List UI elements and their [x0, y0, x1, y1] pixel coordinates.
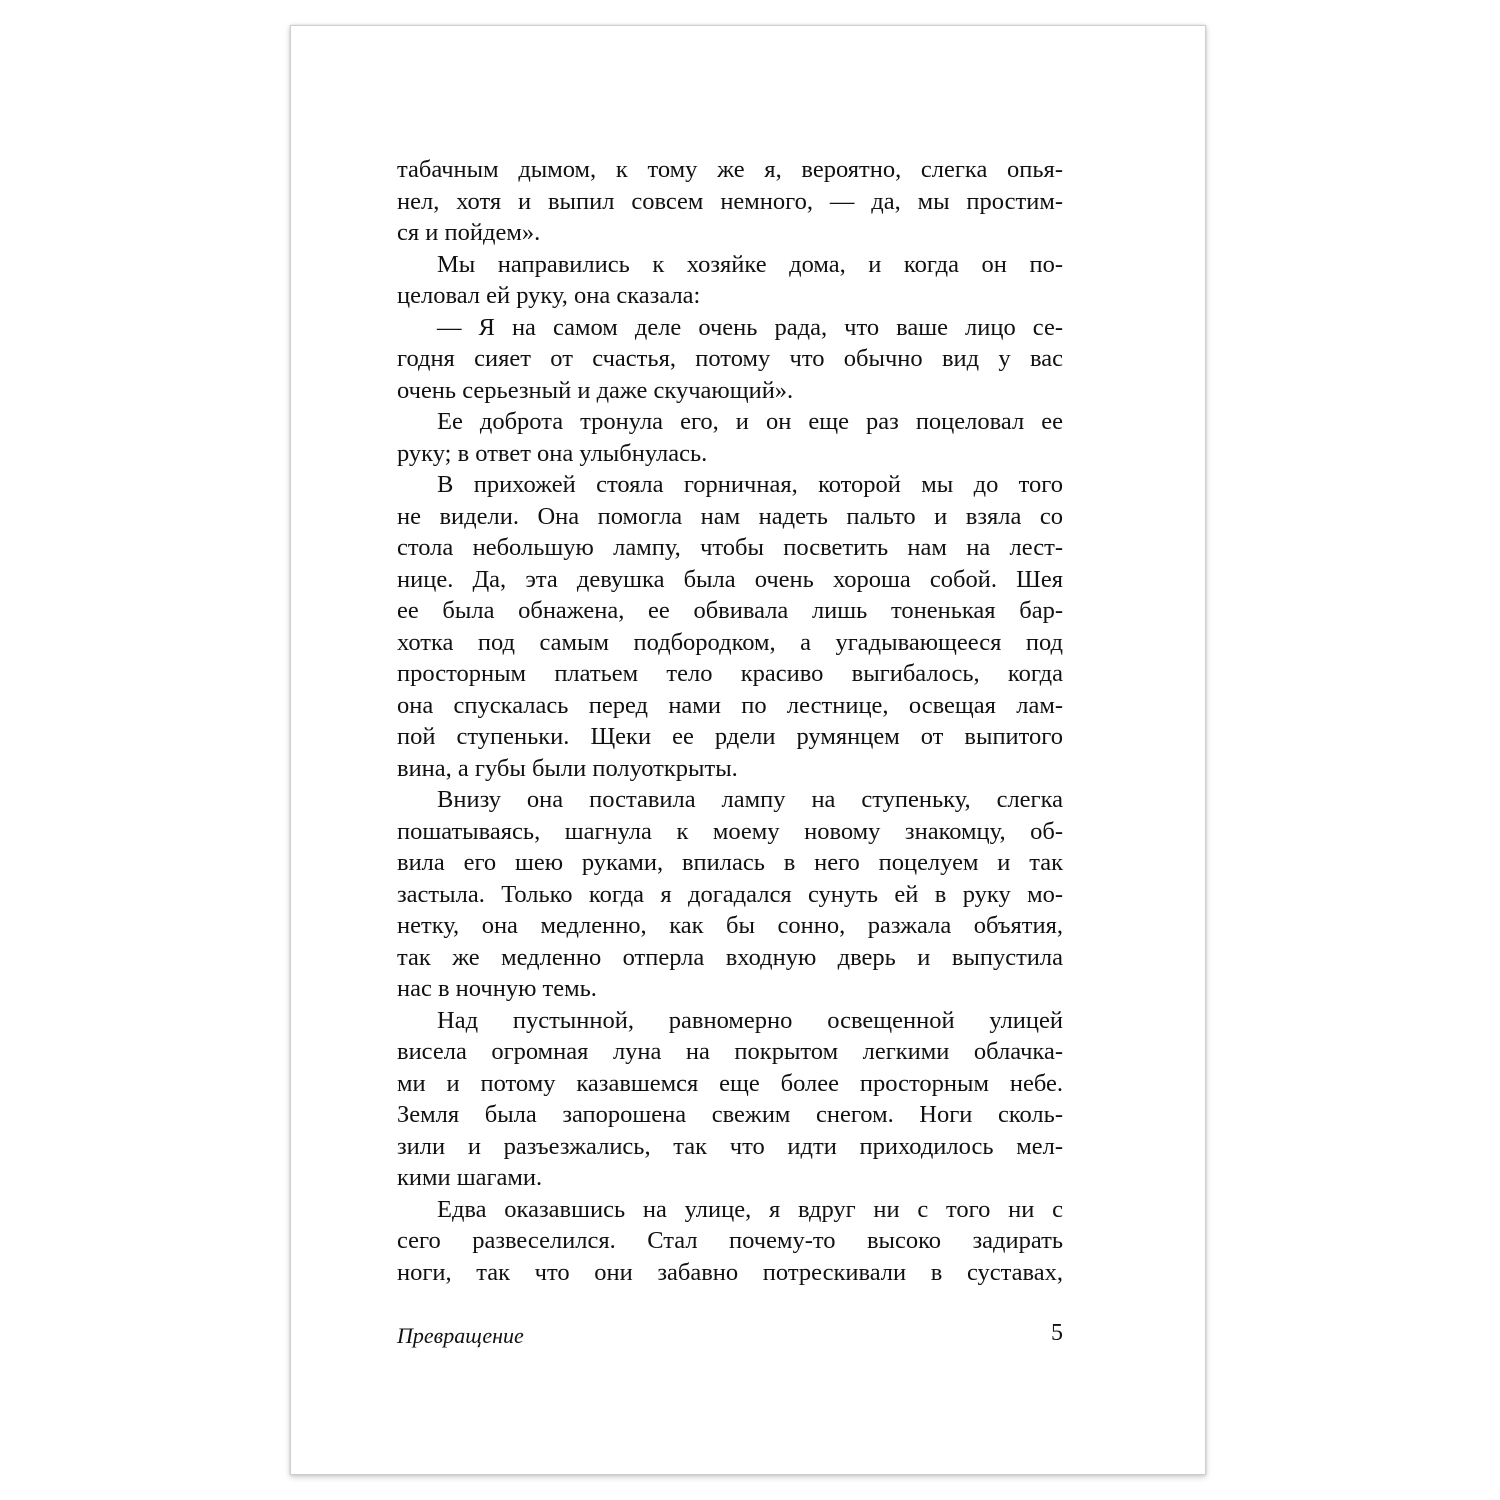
text-line: руку; в ответ она улыбнулась. — [397, 439, 708, 467]
text-line: просторным платьем тело красиво выгибалось, когда — [397, 660, 1063, 687]
text-line: Едва оказавшись на улице, я вдруг ни с того ни с — [437, 1195, 1063, 1223]
text-line: зили и разъезжались, так что идти приходилось мел- — [397, 1132, 1063, 1160]
text-line: ее была обнажена, ее обвивала лишь тоненькая бар- — [397, 597, 1063, 624]
text-line: кими шагами. — [397, 1164, 543, 1191]
text-line: нел, хотя и выпил совсем немного, — да, мы простим- — [397, 187, 1063, 215]
text-line: ноги, так что они забавно потрескивали в суставах, — [397, 1258, 1063, 1286]
text-line: нас в ночную темь. — [397, 975, 597, 1002]
text-line: очень серьезный и даже скучающий». — [397, 376, 794, 404]
text-line: — Я на самом деле очень рада, что ваше лицо се- — [437, 313, 1063, 341]
text-line: Ее доброта тронула его, и он еще раз поцеловал ее — [437, 408, 1063, 435]
text-line: вина, а губы были полуоткрыты. — [397, 754, 738, 782]
text-line: вила его шею руками, впилась в него поцелуем и так — [397, 849, 1063, 876]
text-line: не видели. Она помогла нам надеть пальто и взяла со — [397, 502, 1063, 530]
text-line: Внизу она поставила лампу на ступеньку, слегка — [437, 786, 1063, 813]
text-line: стола небольшую лампу, чтобы посветить нам на лест- — [397, 534, 1063, 561]
text-line: Над пустынной, равномерно освещенной улицей — [437, 1006, 1063, 1034]
text-line: табачным дымом, к тому же я, вероятно, слегка опья- — [397, 156, 1063, 183]
text-line: Мы направились к хозяйке дома, и когда он по- — [437, 250, 1063, 278]
text-line: висела огромная луна на покрытом легкими облачка- — [397, 1038, 1063, 1065]
text-line: нице. Да, эта девушка была очень хороша собой. Шея — [397, 565, 1063, 593]
text-line: Земля была запорошена свежим снегом. Ноги сколь- — [397, 1101, 1063, 1128]
running-footer-title: Превращение — [397, 1323, 524, 1348]
text-line: нетку, она медленно, как бы сонно, разжала объятия, — [397, 912, 1063, 939]
text-line: ми и потому казавшемся еще более просторным небе. — [397, 1069, 1063, 1097]
book-page — [290, 25, 1206, 1475]
body-text — [397, 154, 1063, 1288]
page-number: 5 — [1051, 1320, 1063, 1346]
text-line: В прихожей стояла горничная, которой мы до того — [437, 471, 1063, 498]
text-line: пой ступеньки. Щеки ее рдели румянцем от выпитого — [397, 723, 1063, 750]
text-line: пошатываясь, шагнула к моему новому знакомцу, об- — [397, 817, 1063, 845]
text-line: ся и пойдем». — [397, 219, 541, 246]
text-line: целовал ей руку, она сказала: — [397, 282, 701, 309]
text-line: годня сияет от счастья, потому что обычно вид у вас — [397, 345, 1063, 372]
text-line: сего развеселился. Стал почему-то высоко задирать — [397, 1227, 1063, 1254]
text-line: она спускалась перед нами по лестнице, освещая лам- — [397, 691, 1063, 719]
text-line: так же медленно отперла входную дверь и выпустила — [397, 943, 1063, 971]
text-line: хотка под самым подбородком, а угадывающееся под — [397, 628, 1063, 656]
text-line: застыла. Только когда я догадался сунуть ей в руку мо- — [397, 880, 1063, 908]
